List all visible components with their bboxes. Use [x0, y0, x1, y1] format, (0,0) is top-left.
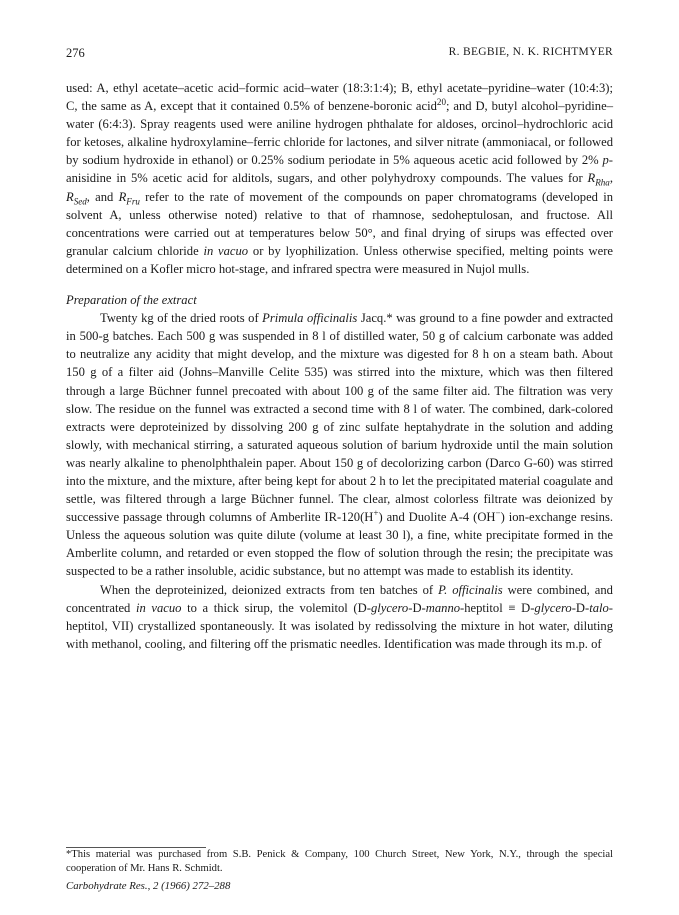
page-number: 276: [66, 46, 85, 60]
page-header: [66, 46, 613, 64]
section-heading: Preparation of the extract: [66, 293, 197, 308]
journal-name: Carbohydrate Res.: [66, 880, 148, 892]
paragraph-extraction: Twenty kg of the dried roots of Primula officinalis Jacq.* was ground to a fine powder and extracted in 500-g batches. Each 500 g was suspended in 8 l of distilled water, 50 g of calcium carbonate was added to neutralize any acidity that might develop, and the mixture was digested for 8 h on a steam bath. About 150 g of a filter aid (Johns–Manville Celite 535) was stirred into the mixture, which was then filtered through a large Büchner funnel precoated with about 100 g of the same filter aid. The filtration was very slow. The residue on the funnel was extracted a second time with 8 l of water. The combined, dark-colored extracts were deproteinized by dissolving 200 g of zinc sulfate heptahydrate in the solution and adding slowly, with mechanical stirring, a saturated aqueous solution of barium hydroxide until the main solution was nearly alkaline to phenolphthalein paper. About 150 g of decolorizing carbon (Darco G-60) was stirred into the mixture, and the mixture, after being kept for about 2 h to let the precipitated material coagulate and settle, was filtered through a large Büchner funnel. The clear, almost colorless filtrate was deionized by successive passage through columns of Amberlite IR-120(H+) and Duolite A-4 (OH−) ion-exchange resins. Unless the aqueous solution was quite dilute (volume at least 30 l), a fine, white precipitate formed in the Amberlite column, and retarded or even stopped the flow of solution through the resin; the precipitate was suspected to be a rather insoluble, acidic substance, but no attempt was made to establish its identity.: [66, 311, 614, 579]
body-text: [66, 79, 613, 653]
journal-citation: Carbohydrate Res., 2 (1966) 272–288: [66, 880, 231, 892]
reference-superscript: 20: [436, 96, 446, 107]
running-head: R. BEGBIE, N. K. RICHTMYER: [448, 46, 613, 58]
paragraph-volemitol: When the deproteinized, deionized extracts from ten batches of P. officinalis were combined, and concentrated in vacuo to a thick sirup, the volemitol (D-glycero-D-manno-heptitol ≡ D-glycero-D-talo-heptitol, VII) crystallized spontaneously. It was isolated by redissolving the mixture in hot water, diluting with methanol, cooling, and filtering off the prismatic needles. Identification was made through its m.p. of: [66, 582, 613, 651]
paragraph-methods: used: A, ethyl acetate–acetic acid–formic acid–water (18:3:1:4); B, ethyl acetate–pyridine–water (10:4:3); C, the same as A, except that it contained 0.5% of benzene-boronic acid$^{20}$; and D, butyl alcohol–pyridine–water (6:4:3). Spray reagents used were aniline hydrogen phthalate for aldoses, orcinol–hydrochloric acid for ketoses, alkaline hydroxylamine–ferric chloride for lactones, and silver nitrate (ammoniacal, or followed by sodium hydroxide in ethanol) or 0.25% sodium periodate in 5% aqueous acetic acid followed by 2% p-anisidine in 5% acetic acid for alditols, sugars, and other polyhydroxy compounds. The values for $R_{Rha}$, $R_{Sed}$, and $R_{Fru}$ refer to the rate of movement of the compounds on paper chromatograms (developed in solvent A, unless otherwise noted) relative to that of rhamnose, sedoheptulosan, and fructose. All concentrations were carried out at temperatures below 50°, and final drying of sirups was effected over granular calcium chloride in vacuo or by lyophilization. Unless otherwise specified, melting points were determined on a Kofler micro hot-stage, and infrared spectra were measured in Nujol mulls.: [66, 81, 613, 276]
footnote: *This material was purchased from S.B. Penick & Company, 100 Church Street, New York, N.Y., through the special cooperation of Mr. Hans R. Schmidt.: [66, 849, 613, 874]
